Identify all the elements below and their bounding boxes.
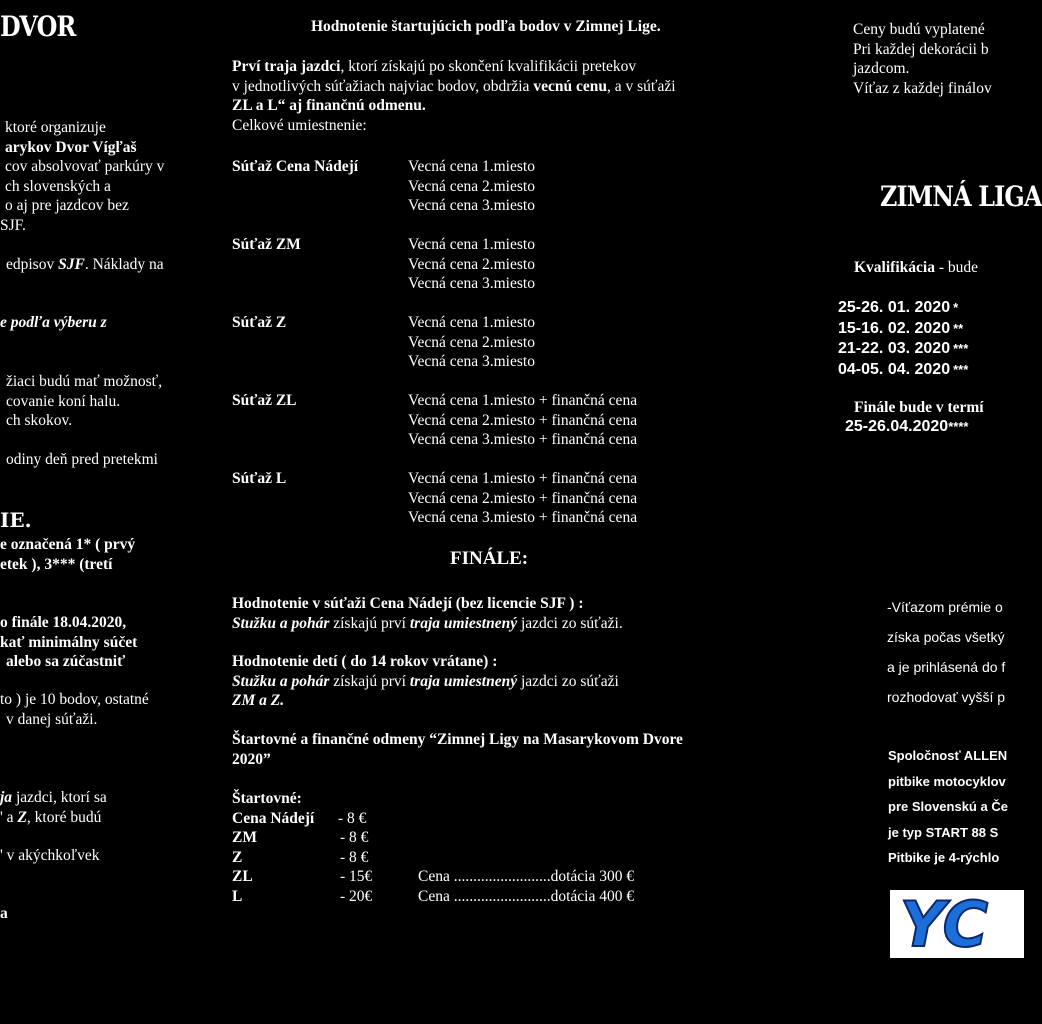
left-paragraph-2: edpisov SJF. Náklady na — [6, 256, 164, 273]
competition-l: Súťaž L Vecná cena 1.miesto + finančná cena Vecná cena 2.miesto + finančná cena Vecná cena 3.miesto + finančná cena — [232, 469, 637, 547]
company-paragraph: Spoločnosť ALLEN pitbike motocyklov pre Slovenskú a Če je typ START 88 S Pitbike je 4-rýchlo — [888, 748, 1008, 865]
logo-text: YC — [900, 888, 989, 961]
left-paragraph-5: odiny deň pred pretekmi — [6, 451, 158, 468]
competition-z: Súťaž Z Vecná cena 1.miesto Vecná cena 2.miesto Vecná cena 3.miesto — [232, 313, 637, 391]
competition-zl: Súťaž ZL Vecná cena 1.miesto + finančná cena Vecná cena 2.miesto + finančná cena Vecná cena 3.miesto + finančná cena — [232, 391, 637, 469]
left-header: DVOR — [0, 10, 76, 43]
finale-kids-section: Hodnotenie detí ( do 14 rokov vrátane) : Stužku a pohár získajú prví traja umiestnený jazdci zo súťaži ZM a Z. — [232, 653, 619, 709]
fee-row: L - 20€ Cena .........................dotácia 400 € — [232, 887, 635, 905]
left-paragraph-4: žiaci budú mať možnosť, covanie koní halu. ch skokov. — [6, 373, 163, 429]
prize-list: Vecná cena 1.miesto Vecná cena 2.miesto Vecná cena 3.miesto — [408, 158, 535, 214]
prize-list: Vecná cena 1.miesto + finančná cena Vecná cena 2.miesto + finančná cena Vecná cena 3.miesto + finančná cena — [408, 392, 638, 448]
left-paragraph-10: ' v akýchkoľvek — [0, 847, 100, 864]
fee-row: ZM - 8 € — [232, 829, 369, 846]
competition-list — [232, 157, 637, 547]
prize-list: Vecná cena 1.miesto Vecná cena 2.miesto Vecná cena 3.miesto — [408, 314, 535, 370]
prize-list: Vecná cena 1.miesto Vecná cena 2.miesto Vecná cena 3.miesto — [408, 236, 535, 292]
competition-cena-nadeji: Súťaž Cena Nádejí Vecná cena 1.miesto Vecná cena 2.miesto Vecná cena 3.miesto — [232, 157, 637, 235]
left-paragraph-11: a — [0, 905, 8, 922]
right-top-paragraph: Ceny budú vyplatené Pri každej dekorácii b jazdcom. Víťaz z každej finálov — [853, 21, 992, 97]
fees-table: Štartovné: Cena Nádejí - 8 € ZM - 8 € Z - 8 € ZL - 15€ Cena .........................dotácia 300 € L - 20€ Cena .........................dotácia 400 € — [232, 790, 635, 905]
middle-title: Hodnotenie štartujúcich podľa bodov v Zimnej Lige. — [311, 18, 661, 35]
qualification-label: Kvalifikácia - bude — [854, 259, 978, 276]
brand-logo-graphic — [890, 888, 1024, 961]
fee-row: Cena Nádejí - 8 € — [232, 809, 367, 827]
qualification-dates: 25-26. 01. 2020 * 15-16. 02. 2020 ** 21-22. 03. 2020 *** 04-05. 04. 2020 *** — [838, 299, 969, 378]
brand-logo — [890, 888, 1024, 961]
left-paragraph-8: to ) je 10 bodov, ostatné v danej súťaži. — [0, 691, 149, 728]
left-paragraph-9: ja jazdci, ktorí sa ' a Z, ktoré budú — [0, 789, 107, 826]
finale-hope-section: Hodnotenie v súťaži Cena Nádejí (bez licencie SJF ) : Stužku a pohár získajú prví traja umiestnený jazdci zo súťaži. — [232, 595, 623, 632]
fees-title: Štartovné a finančné odmeny “Zimnej Ligy na Masarykovom Dvore 2020” — [232, 731, 683, 768]
final-date: 25-26.04.2020**** — [845, 418, 969, 435]
left-heading-2: IE. — [0, 508, 32, 532]
prize-list: Vecná cena 1.miesto + finančná cena Vecná cena 2.miesto + finančná cena Vecná cena 3.miesto + finančná cena — [408, 470, 638, 526]
intro-paragraph: Prví traja jazdci, ktorí získajú po skončení kvalifikácii pretekov v jednotlivých súťažiach najviac bodov, obdržia vecnú cenu, a v súťaži ZL a L“ aj finančnú odmenu. Celkové umiestnenie: — [232, 58, 676, 134]
left-paragraph-7: o finále 18.04.2020, kať minimálny súčet alebo sa zúčastniť — [0, 614, 138, 670]
fee-row: Z - 8 € — [232, 848, 369, 866]
competition-zm: Súťaž ZM Vecná cena 1.miesto Vecná cena 2.miesto Vecná cena 3.miesto — [232, 235, 637, 313]
bonus-paragraph: -Víťazom prémie o získa počas všetký a je prihlásená do f rozhodovať vyšší p — [887, 599, 1006, 705]
fee-row: ZL - 15€ Cena .........................dotácia 300 € — [232, 868, 635, 885]
finale-heading: FINÁLE: — [450, 548, 529, 569]
winter-league-title: ZIMNÁ LIGA — [880, 180, 1042, 213]
final-label: Finále bude v termí — [854, 399, 984, 416]
left-paragraph-6: e označená 1* ( prvý etek ), 3*** (tretí — [0, 536, 136, 573]
left-paragraph-1: ktoré organizuje arykov Dvor Vígľaš cov absolvovať parkúry v ch slovenských a o aj pre jazdcov bez SJF. — [0, 119, 165, 234]
left-paragraph-3: e podľa výberu z — [0, 314, 107, 331]
